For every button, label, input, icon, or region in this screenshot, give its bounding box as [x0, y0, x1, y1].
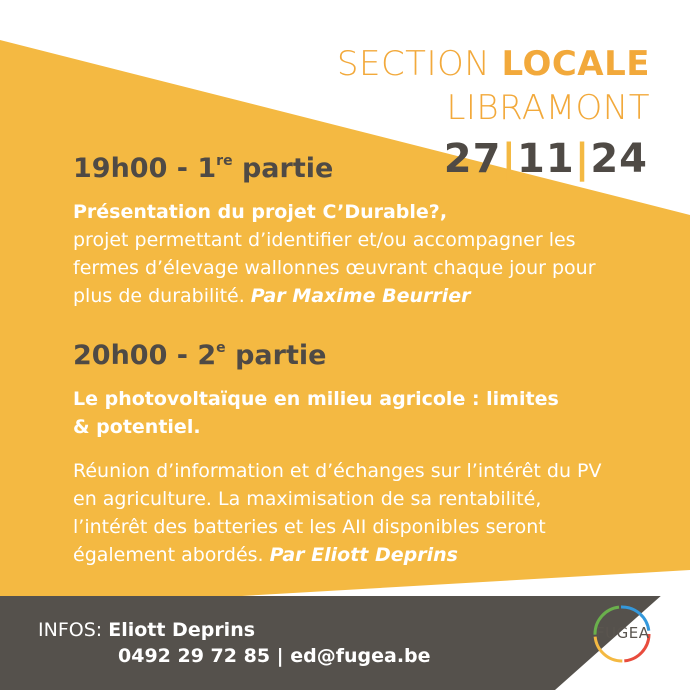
- part2-paragraph: [73, 457, 608, 569]
- part2-block: [73, 340, 633, 569]
- contact-name: Eliott Deprins: [108, 619, 256, 641]
- part1-heading: [73, 153, 633, 184]
- footer-line1: [38, 619, 431, 641]
- part2-title: Le photovoltaïque en milieu agricole : limites & potentiel.: [73, 388, 559, 438]
- part1-time: 19h00 - 1: [73, 153, 217, 184]
- part2-description: Réunion d’information et d’échanges sur l’intérêt du PV en agriculture. La maximisation de sa rentabilité, l’intérêt des batteries et les AII disponibles seront également abordés.: [73, 460, 602, 566]
- section-title: [337, 44, 650, 84]
- part1-paragraph: [73, 226, 613, 310]
- part2-sup: e: [216, 340, 226, 356]
- part1-sup: re: [216, 153, 233, 169]
- part1-title: Présentation du projet C’Durable?,: [73, 201, 448, 223]
- section-light-text: SECTION: [336, 44, 491, 84]
- part1-suffix: partie: [241, 153, 334, 184]
- section-bold-text: LOCALE: [501, 44, 650, 84]
- footer-line2: [118, 645, 431, 667]
- date-day: 27: [443, 136, 502, 182]
- contact-separator: |: [276, 645, 284, 667]
- part2-suffix: partie: [235, 340, 327, 371]
- contact-email[interactable]: ed@fugea.be: [290, 645, 431, 667]
- footer-contact: [38, 619, 431, 667]
- contact-phone[interactable]: 0492 29 72 85: [118, 645, 271, 667]
- part2-speaker: Par Eliott Deprins: [269, 544, 458, 566]
- infos-label: INFOS:: [38, 619, 103, 641]
- date-year: 24: [590, 136, 648, 182]
- location-title: LIBRAMONT: [446, 88, 650, 128]
- part1-description: projet permettant d’identifier et/ou accompagner les fermes d’élevage wallonnes œuvrant chaque jour pour plus de durabilité.: [73, 229, 596, 307]
- logo-text: FUGEA: [596, 624, 650, 642]
- fugea-logo: [590, 602, 654, 666]
- part1-speaker: Par Maxime Beurrier: [250, 285, 471, 307]
- part2-time: 20h00 - 2: [73, 340, 217, 371]
- date-separator: |: [501, 136, 518, 182]
- date-month: 11: [517, 136, 575, 182]
- part2-heading: [73, 340, 633, 371]
- date-separator: |: [574, 136, 591, 182]
- part1-block: [73, 153, 633, 310]
